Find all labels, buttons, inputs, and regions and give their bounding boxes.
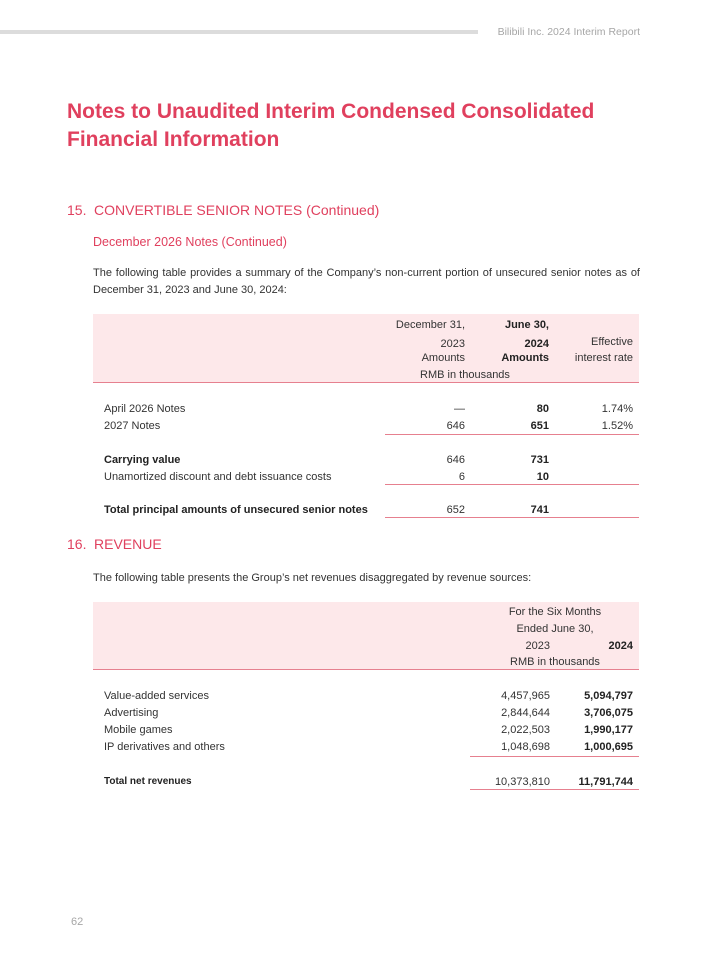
notes-row-label: Carrying value	[104, 454, 181, 466]
revenue-period-line2: Ended June 30,	[516, 623, 594, 635]
page-number: 62	[71, 916, 84, 928]
revenue-total-rule-bottom	[470, 789, 639, 790]
notes-row-2024: 80	[536, 403, 549, 415]
table-revenue-header-rule	[93, 669, 639, 670]
notes-row-2024: 651	[530, 420, 549, 432]
notes-total-rule-bottom	[385, 517, 639, 518]
notes-col-rate-line1: Effective	[591, 336, 633, 348]
notes-col-2023-line1: December 31,	[395, 319, 465, 331]
notes-row-label: Unamortized discount and debt issuance costs	[104, 471, 332, 483]
revenue-col-2024: 2024	[608, 640, 633, 652]
notes-row-2023: 6	[458, 471, 465, 483]
section-16-heading	[67, 536, 162, 552]
header-rule	[0, 30, 478, 34]
notes-row-2024: 731	[530, 454, 549, 466]
revenue-row-2024: 1,990,177	[584, 724, 633, 736]
revenue-row-label: Advertising	[104, 707, 159, 719]
notes-col-rate-line2: interest rate	[574, 352, 633, 364]
notes-row-2024: 10	[536, 471, 549, 483]
section-15-heading	[67, 202, 379, 218]
table-notes-header-rule	[93, 382, 639, 383]
notes-row-2023: 646	[446, 420, 465, 432]
page-title: Notes to Unaudited Interim Condensed Consolidated Financial Information	[67, 100, 595, 151]
revenue-row-2023: 2,022,503	[501, 724, 550, 736]
revenue-row-2023: 1,048,698	[501, 741, 550, 753]
notes-subtotal-rule	[385, 434, 639, 435]
notes-total-2024: 741	[530, 504, 549, 516]
notes-row-label: April 2026 Notes	[104, 403, 186, 415]
notes-col-2023-line3: Amounts	[421, 352, 465, 364]
revenue-row-label: Mobile games	[104, 724, 173, 736]
notes-row-2023: —	[454, 403, 465, 415]
notes-row-2023: 646	[446, 454, 465, 466]
revenue-row-2024: 3,706,075	[584, 707, 633, 719]
revenue-total-2023: 10,373,810	[494, 776, 550, 788]
notes-row-rate: 1.74%	[601, 403, 633, 415]
revenue-period-line1: For the Six Months	[508, 606, 602, 618]
revenue-row-2024: 5,094,797	[584, 690, 633, 702]
notes-total-label: Total principal amounts of unsecured senior notes	[104, 504, 368, 516]
section-16-number: 16.	[67, 536, 87, 552]
section-15-number: 15.	[67, 202, 87, 218]
notes-col-2024-line1: June 30,	[504, 319, 549, 331]
section-15-title: CONVERTIBLE SENIOR NOTES (Continued)	[94, 202, 380, 218]
revenue-total-2024: 11,791,744	[578, 776, 633, 788]
notes-col-2024-line2: 2024	[524, 338, 549, 350]
section-15-intro: The following table provides a summary of the Company’s non-current portion of unsecured senior notes as of December 31, 2023 and June 30, 2024:	[93, 267, 640, 296]
revenue-row-2024: 1,000,695	[584, 741, 633, 753]
notes-row-rate: 1.52%	[601, 420, 633, 432]
revenue-row-2023: 2,844,644	[501, 707, 550, 719]
revenue-col-2023: 2023	[525, 640, 550, 652]
notes-total-2023: 652	[446, 504, 465, 516]
section-15-subtitle: December 2026 Notes (Continued)	[93, 235, 287, 249]
notes-total-rule-top	[385, 484, 639, 485]
report-header: Bilibili Inc. 2024 Interim Report	[497, 26, 640, 38]
notes-row-label: 2027 Notes	[104, 420, 161, 432]
revenue-row-label: IP derivatives and others	[104, 741, 225, 753]
notes-unit-label: RMB in thousands	[420, 369, 510, 381]
revenue-total-label: Total net revenues	[104, 776, 192, 787]
revenue-row-2023: 4,457,965	[501, 690, 550, 702]
section-16-title: REVENUE	[94, 536, 162, 552]
revenue-row-label: Value-added services	[104, 690, 209, 702]
section-16-intro: The following table presents the Group’s net revenues disaggregated by revenue sources:	[93, 572, 532, 584]
notes-col-2023-line2: 2023	[440, 338, 465, 350]
notes-col-2024-line3: Amounts	[501, 352, 549, 364]
revenue-unit-label: RMB in thousands	[510, 656, 600, 668]
revenue-total-rule-top	[470, 756, 639, 757]
